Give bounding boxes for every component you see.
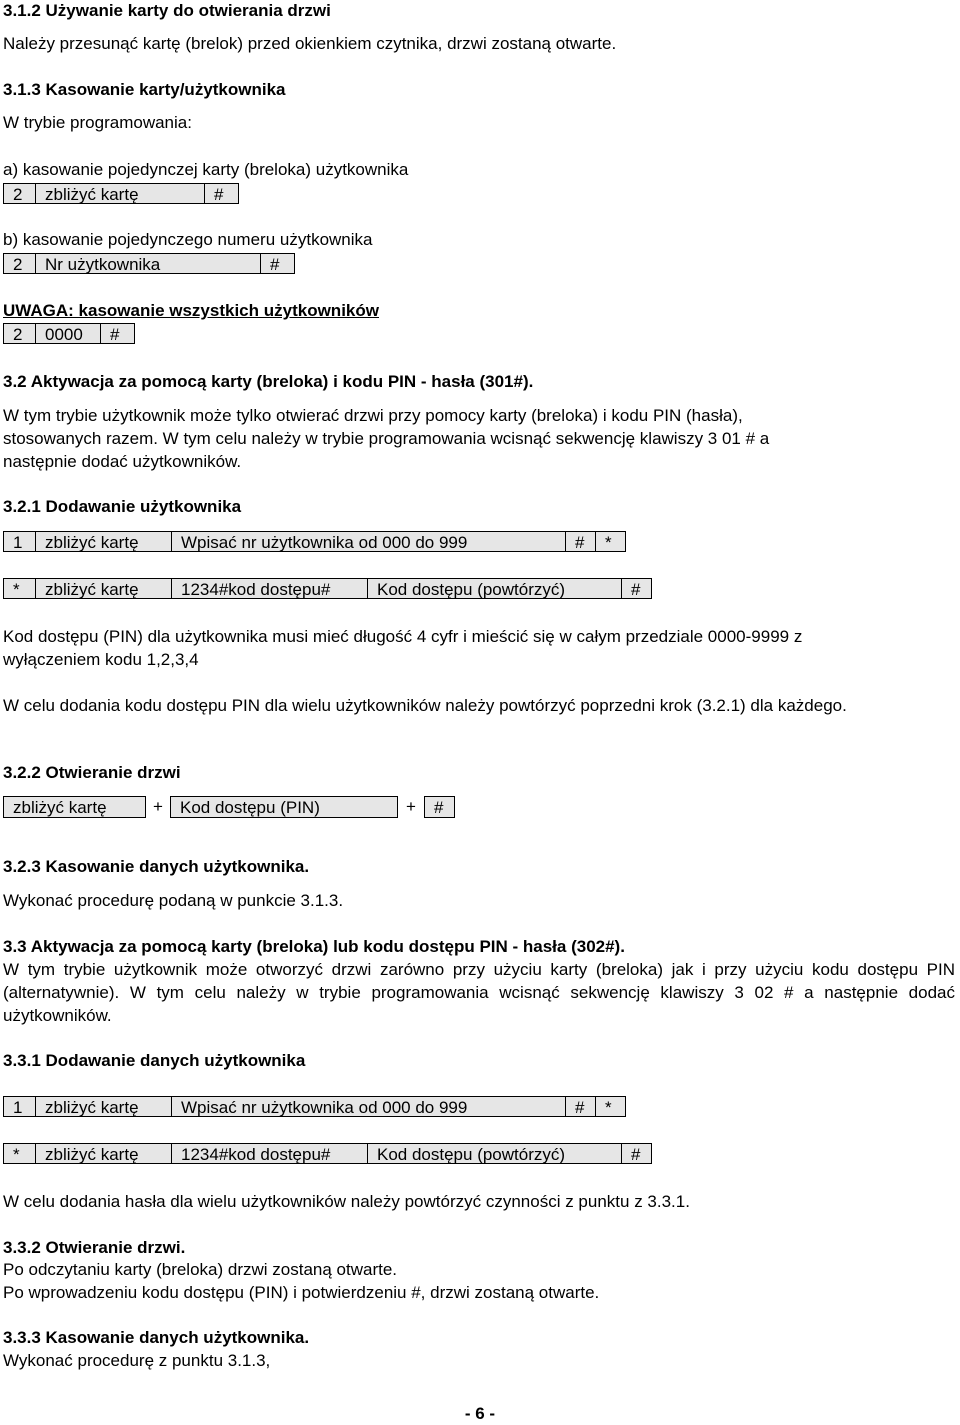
sequence-key: 1234#kod dostępu# [171,1143,368,1164]
sequence-key: 2 [3,253,36,274]
delete-card-sequence [3,183,239,204]
section-3-2-heading: 3.2 Aktywacja za pomocą karty (breloka) i kodu PIN - hasła (301#). [3,372,534,391]
section-3-2-line: następnie dodać użytkowników. [3,452,242,471]
section-3-2-2-heading: 3.2.2 Otwieranie drzwi [3,763,181,782]
open-door-sequence [3,796,463,818]
sequence-key: # [565,531,596,552]
sequence-key: Nr użytkownika [35,253,261,274]
section-3-2-line: W tym trybie użytkownik może tylko otwierać drzwi przy pomocy karty (breloka) i kodu PIN (hasła), [3,406,743,425]
plus-sign: + [406,797,416,816]
sequence-key: zbliżyć kartę [35,578,172,599]
section-3-3-2-line: Po odczytaniu karty (breloka) drzwi zostaną otwarte. [3,1260,398,1279]
section-3-3-2-heading: 3.3.2 Otwieranie drzwi. [3,1238,186,1257]
sequence-key: zbliżyć kartę [35,1143,172,1164]
section-3-3-3-heading: 3.3.3 Kasowanie danych użytkownika. [3,1328,310,1347]
section-3-3-2-line: Po wprowadzeniu kodu dostępu (PIN) i potwierdzeniu #, drzwi zostaną otwarte. [3,1283,600,1302]
multi-user-password-note: W celu dodania hasła dla wielu użytkowników należy powtórzyć czynności z punktu z 3.3.1. [3,1192,690,1211]
sequence-key: * [595,531,626,552]
section-3-2-3-heading: 3.2.3 Kasowanie danych użytkownika. [3,857,310,876]
delete-single-card-text: a) kasowanie pojedynczej karty (breloka) użytkownika [3,160,409,179]
add-user-sequence-1 [3,531,626,552]
sequence-key: 0000 [35,323,101,344]
sequence-key: zbliżyć kartę [3,796,146,818]
section-3-1-2-heading: 3.1.2 Używanie karty do otwierania drzwi [3,1,331,20]
plus-sign: + [153,797,163,816]
add-user-data-sequence-1 [3,1096,626,1117]
multi-user-pin-note: W celu dodania kodu dostępu PIN dla wielu użytkowników należy powtórzyć poprzedni krok (3.2.1) dla każdego. [3,696,847,715]
sequence-key: 1234#kod dostępu# [171,578,368,599]
section-3-3-text: W tym trybie użytkownik może otworzyć drzwi zarówno przy użyciu karty (breloka) jak i przy użyciu kodu dostępu PIN (alternatywnie). W tym celu należy w trybie programowania wcisnąć sekwencję klawiszy 3 02 # a następnie dodać użytkowników. [3,960,955,1025]
sequence-key: * [3,1143,36,1164]
sequence-key: zbliżyć kartę [35,183,205,204]
add-user-sequence-2 [3,578,652,599]
pin-requirement-line: Kod dostępu (PIN) dla użytkownika musi mieć długość 4 cyfr i mieścić się w całym przedziale 0000-9999 z [3,627,803,646]
section-3-1-3-heading: 3.1.3 Kasowanie karty/użytkownika [3,80,286,99]
warning-delete-all: UWAGA: kasowanie wszystkich użytkowników [3,301,379,320]
section-3-3-3-text: Wykonać procedurę z punktu 3.1.3, [3,1351,271,1370]
sequence-key: # [204,183,239,204]
section-3-1-2-text: Należy przesunąć kartę (brelok) przed okienkiem czytnika, drzwi zostaną otwarte. [3,34,617,53]
page-number: - 6 - [464,1404,496,1423]
sequence-key: Wpisać nr użytkownika od 000 do 999 [171,1096,566,1117]
section-3-3-1-heading: 3.3.1 Dodawanie danych użytkownika [3,1051,306,1070]
sequence-key: # [621,1143,652,1164]
sequence-key: Kod dostępu (powtórzyć) [367,578,622,599]
delete-all-sequence [3,323,135,344]
sequence-key: zbliżyć kartę [35,531,172,552]
add-user-data-sequence-2 [3,1143,652,1164]
sequence-key: * [3,578,36,599]
sequence-key: # [424,796,455,818]
sequence-key: # [260,253,295,274]
sequence-key: 2 [3,323,36,344]
sequence-key: Kod dostępu (PIN) [170,796,398,818]
sequence-key: # [565,1096,596,1117]
sequence-key: # [621,578,652,599]
sequence-key: zbliżyć kartę [35,1096,172,1117]
section-3-3-heading: 3.3 Aktywacja za pomocą karty (breloka) lub kodu dostępu PIN - hasła (302#). [3,937,625,956]
sequence-key: # [100,323,135,344]
section-3-1-3-intro: W trybie programowania: [3,113,192,132]
sequence-key: * [595,1096,626,1117]
delete-number-sequence [3,253,295,274]
sequence-key: Wpisać nr użytkownika od 000 do 999 [171,531,566,552]
section-3-2-line: stosowanych razem. W tym celu należy w trybie programowania wcisnąć sekwencję klawiszy 3 01 # a [3,429,770,448]
pin-requirement-line: wyłączeniem kodu 1,2,3,4 [3,650,199,669]
sequence-key: 2 [3,183,36,204]
delete-single-number-text: b) kasowanie pojedynczego numeru użytkownika [3,230,373,249]
sequence-key: 1 [3,531,36,552]
sequence-key: Kod dostępu (powtórzyć) [367,1143,622,1164]
sequence-key: 1 [3,1096,36,1117]
section-3-2-1-heading: 3.2.1 Dodawanie użytkownika [3,497,242,516]
section-3-2-3-text: Wykonać procedurę podaną w punkcie 3.1.3. [3,891,344,910]
